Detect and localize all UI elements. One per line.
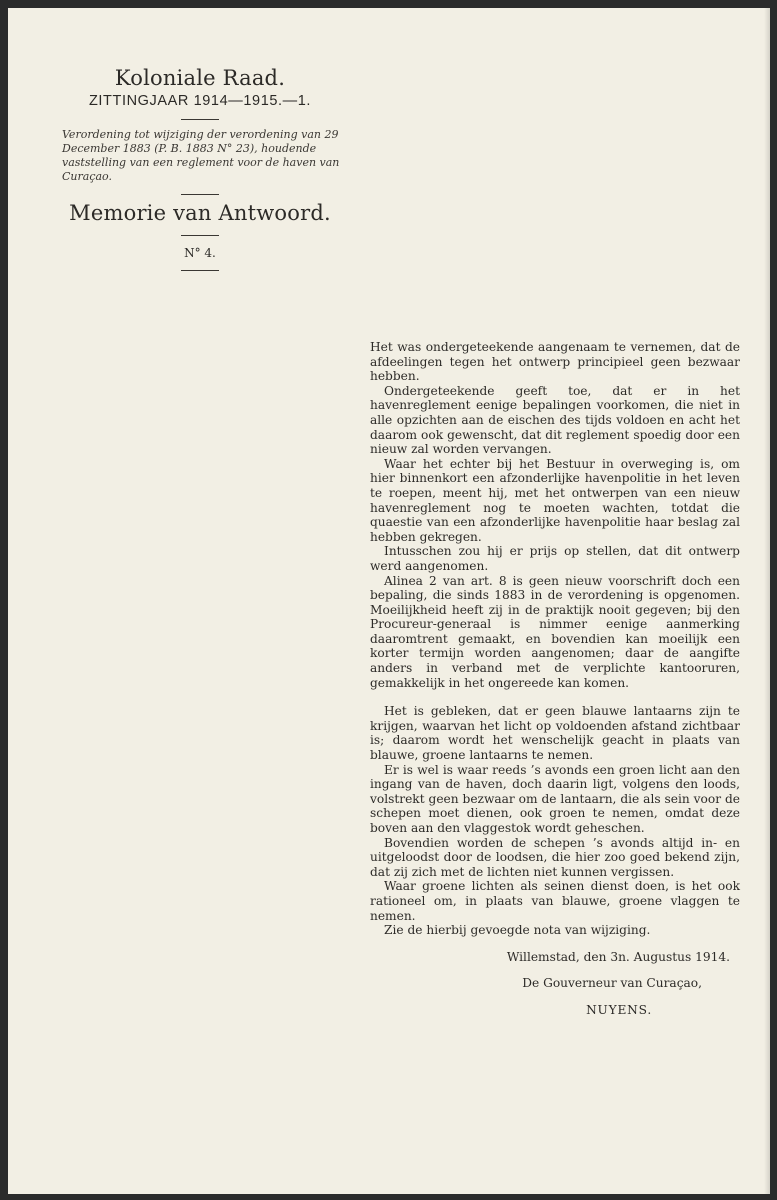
memorie-title: Memorie van Antwoord. <box>69 201 331 225</box>
session-year: ZITTINGJAAR 1914—1915.—1. <box>88 93 312 109</box>
council-title: Koloniale Raad. <box>114 66 286 90</box>
paragraph: Waar het echter bij het Bestuur in overweging is, om hier binnenkort een afzonderlijke havenpolitie in het leven te roepen, meent hij, met het ontwerpen van een nieuw havenreglement nog te moeten wachten, totdat die quaestie van een afzonderlijke havenpolitie haar beslag zal hebben gekregen. <box>370 456 740 544</box>
paragraph: Er is wel is waar reeds ’s avonds een groen licht aan den ingang van de haven, doch daarin ligt, volgens den loods, volstrekt geen bezwaar om de lantaarn, die als sein voor de schepen moet dienen, ook groen te nemen, omdat deze boven aan den vlaggestok wordt geheschen. <box>370 762 740 835</box>
paragraph: Ondergeteekende geeft toe, dat er in het havenreglement eenige bepalingen voorkomen, die niet in alle opzichten aan de eischen des tijds voldoen en acht het daarom ook gewenscht, dat dit reglement spoedig door een nieuw zal worden vervangen. <box>370 383 740 457</box>
paragraph: Het was ondergeteekende aangenaam te vernemen, dat de afdeelingen tegen het ontwerp principieel geen bezwaar hebben. <box>370 340 740 384</box>
section-gap <box>370 690 740 704</box>
paragraph: Intusschen zou hij er prijs op stellen, dat dit ontwerp werd aangenomen. <box>370 544 740 573</box>
divider <box>181 270 219 271</box>
signatory-title: De Gouverneur van Curaçao, <box>522 976 702 991</box>
memorie-body <box>370 340 740 1018</box>
paragraph: Waar groene lichten als seinen dienst doen, is het ook rationeel om, in plaats van blauwe, groene vlaggen te nemen. <box>370 879 740 923</box>
divider <box>181 194 219 195</box>
document-header <box>60 66 340 271</box>
document-number: N° 4. <box>184 246 216 260</box>
divider <box>181 235 219 236</box>
paragraph: Bovendien worden de schepen ’s avonds altijd in- en uitgeloodst door de loodsen, die hier zoo goed bekend zijn, dat zij zich met de lichten niet kunnen vergissen. <box>370 835 740 879</box>
paragraph: Het is gebleken, dat er geen blauwe lantaarns zijn te krijgen, waarvan het licht op voldoenden afstand zichtbaar is; daarom wordt het wenschelijk geacht in plaats van blauwe, groene lantaarns te nemen. <box>370 704 740 763</box>
signatory-name: NUYENS. <box>586 1002 652 1017</box>
divider <box>181 119 219 120</box>
place-date: Willemstad, den 3n. Augustus 1914. <box>506 949 730 964</box>
ordinance-subject: Verordening tot wijziging der verordening van 29 December 1883 (P. B. 1883 N° 23), houdende vaststelling van een reglement voor de haven van Curaçao. <box>62 128 340 183</box>
paragraph: Alinea 2 van art. 8 is geen nieuw voorschrift doch een bepaling, die sinds 1883 in de verordening is opgenomen. Moeilijkheid heeft zij in de praktijk nooit gegeven; bij den Procureur-generaal is nimmer eenige aanmerking daaromtrent gemaakt, en bovendien kan moeilijk een korter termijn worden aangenomen; daar de aangifte anders in verband met de verplichte kantooruren, gemakkelijk in het ongereede kan komen. <box>370 573 740 690</box>
document-page <box>8 8 770 1194</box>
paragraph: Zie de hierbij gevoegde nota van wijziging. <box>384 923 651 938</box>
